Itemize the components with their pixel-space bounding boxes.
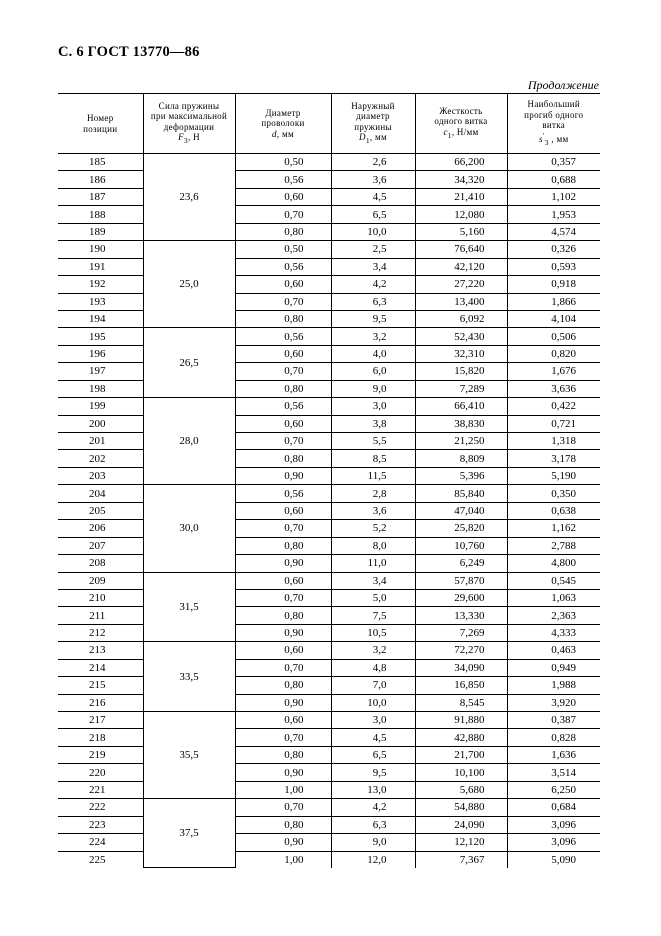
outer-diameter-cell: 3,4 — [331, 258, 415, 275]
table-row — [58, 572, 600, 589]
position-number-cell: 213 — [58, 642, 143, 659]
table-row — [58, 816, 600, 833]
outer-diameter-cell: 11,0 — [331, 555, 415, 572]
coil-deflection-cell: 0,326 — [507, 241, 600, 258]
position-number-cell: 204 — [58, 485, 143, 502]
table-row — [58, 467, 600, 484]
coil-stiffness-cell: 10,760 — [415, 537, 507, 554]
coil-deflection-cell: 4,104 — [507, 310, 600, 327]
outer-diameter-cell: 6,0 — [331, 363, 415, 380]
coil-deflection-cell: 0,422 — [507, 398, 600, 415]
wire-diameter-cell: 0,90 — [235, 555, 331, 572]
wire-diameter-cell: 0,80 — [235, 537, 331, 554]
coil-stiffness-cell: 76,640 — [415, 241, 507, 258]
table-row — [58, 363, 600, 380]
coil-stiffness-cell: 54,880 — [415, 799, 507, 816]
coil-stiffness-cell: 21,410 — [415, 188, 507, 205]
coil-stiffness-cell: 8,809 — [415, 450, 507, 467]
position-number-cell: 214 — [58, 659, 143, 676]
table-row — [58, 206, 600, 223]
header-outer-diameter: Наружный диаметр пружины $D_1$, мм — [331, 94, 415, 154]
spring-parameters-table — [58, 93, 600, 868]
outer-diameter-cell: 6,5 — [331, 746, 415, 763]
outer-diameter-cell: 10,0 — [331, 694, 415, 711]
coil-stiffness-cell: 29,600 — [415, 589, 507, 606]
position-number-cell: 197 — [58, 363, 143, 380]
spring-force-cell: 30,0 — [143, 485, 235, 572]
outer-diameter-cell: 9,0 — [331, 380, 415, 397]
table-row — [58, 276, 600, 293]
coil-stiffness-cell: 21,250 — [415, 433, 507, 450]
table-row — [58, 729, 600, 746]
coil-stiffness-cell: 16,850 — [415, 677, 507, 694]
position-number-cell: 198 — [58, 380, 143, 397]
coil-stiffness-cell: 32,310 — [415, 345, 507, 362]
wire-diameter-cell: 0,60 — [235, 572, 331, 589]
coil-deflection-cell: 1,636 — [507, 746, 600, 763]
spring-force-cell: 31,5 — [143, 572, 235, 642]
wire-diameter-cell: 0,56 — [235, 398, 331, 415]
outer-diameter-cell: 8,5 — [331, 450, 415, 467]
wire-diameter-cell: 0,70 — [235, 206, 331, 223]
outer-diameter-cell: 7,5 — [331, 607, 415, 624]
outer-diameter-cell: 9,5 — [331, 310, 415, 327]
coil-deflection-cell: 3,920 — [507, 694, 600, 711]
header-coil-stiffness: Жесткость одного витка $c_1$, Н/мм — [415, 94, 507, 154]
table-row — [58, 555, 600, 572]
position-number-cell: 199 — [58, 398, 143, 415]
coil-stiffness-cell: 5,160 — [415, 223, 507, 240]
coil-deflection-cell: 1,063 — [507, 589, 600, 606]
wire-diameter-cell: 0,60 — [235, 188, 331, 205]
coil-deflection-cell: 1,988 — [507, 677, 600, 694]
position-number-cell: 211 — [58, 607, 143, 624]
wire-diameter-cell: 0,90 — [235, 467, 331, 484]
coil-stiffness-cell: 12,120 — [415, 834, 507, 851]
outer-diameter-cell: 2,6 — [331, 154, 415, 171]
coil-stiffness-cell: 6,092 — [415, 310, 507, 327]
wire-diameter-cell: 0,70 — [235, 363, 331, 380]
coil-deflection-cell: 0,593 — [507, 258, 600, 275]
position-number-cell: 207 — [58, 537, 143, 554]
coil-deflection-cell: 6,250 — [507, 781, 600, 798]
table-row — [58, 223, 600, 240]
coil-stiffness-cell: 10,100 — [415, 764, 507, 781]
position-number-cell: 186 — [58, 171, 143, 188]
coil-stiffness-cell: 66,410 — [415, 398, 507, 415]
spring-force-cell: 35,5 — [143, 712, 235, 799]
coil-deflection-cell: 0,949 — [507, 659, 600, 676]
coil-stiffness-cell: 7,367 — [415, 851, 507, 868]
coil-deflection-cell: 0,506 — [507, 328, 600, 345]
outer-diameter-cell: 5,0 — [331, 589, 415, 606]
header-wire-diameter: Диаметр проволоки d, мм — [235, 94, 331, 154]
table-row — [58, 799, 600, 816]
position-number-cell: 222 — [58, 799, 143, 816]
wire-diameter-cell: 0,70 — [235, 659, 331, 676]
wire-diameter-cell: 0,90 — [235, 694, 331, 711]
header-spring-force: Сила пружины при максимальной деформации $F_3$, Н — [143, 94, 235, 154]
outer-diameter-cell: 3,0 — [331, 712, 415, 729]
wire-diameter-cell: 0,60 — [235, 345, 331, 362]
outer-diameter-cell: 2,8 — [331, 485, 415, 502]
wire-diameter-cell: 0,60 — [235, 712, 331, 729]
position-number-cell: 192 — [58, 276, 143, 293]
outer-diameter-cell: 5,2 — [331, 520, 415, 537]
coil-stiffness-cell: 34,090 — [415, 659, 507, 676]
table-row — [58, 485, 600, 502]
position-number-cell: 196 — [58, 345, 143, 362]
outer-diameter-cell: 9,0 — [331, 834, 415, 851]
wire-diameter-cell: 0,50 — [235, 154, 331, 171]
wire-diameter-cell: 0,56 — [235, 258, 331, 275]
wire-diameter-cell: 0,90 — [235, 834, 331, 851]
position-number-cell: 187 — [58, 188, 143, 205]
coil-deflection-cell: 0,828 — [507, 729, 600, 746]
coil-stiffness-cell: 57,870 — [415, 572, 507, 589]
coil-deflection-cell: 3,514 — [507, 764, 600, 781]
coil-deflection-cell: 0,350 — [507, 485, 600, 502]
table-row — [58, 450, 600, 467]
coil-stiffness-cell: 72,270 — [415, 642, 507, 659]
coil-deflection-cell: 0,545 — [507, 572, 600, 589]
position-number-cell: 190 — [58, 241, 143, 258]
outer-diameter-cell: 3,8 — [331, 415, 415, 432]
spring-force-cell: 23,6 — [143, 154, 235, 241]
wire-diameter-cell: 0,70 — [235, 293, 331, 310]
coil-deflection-cell: 0,820 — [507, 345, 600, 362]
coil-deflection-cell: 1,102 — [507, 188, 600, 205]
table-row — [58, 589, 600, 606]
coil-deflection-cell: 0,357 — [507, 154, 600, 171]
position-number-cell: 210 — [58, 589, 143, 606]
outer-diameter-cell: 10,5 — [331, 624, 415, 641]
coil-stiffness-cell: 24,090 — [415, 816, 507, 833]
wire-diameter-cell: 0,80 — [235, 677, 331, 694]
position-number-cell: 206 — [58, 520, 143, 537]
table-row — [58, 154, 600, 171]
coil-stiffness-cell: 52,430 — [415, 328, 507, 345]
outer-diameter-cell: 7,0 — [331, 677, 415, 694]
wire-diameter-cell: 0,70 — [235, 520, 331, 537]
coil-stiffness-cell: 5,680 — [415, 781, 507, 798]
wire-diameter-cell: 0,56 — [235, 171, 331, 188]
coil-deflection-cell: 5,090 — [507, 851, 600, 868]
table-row — [58, 607, 600, 624]
continuation-label: Продолжение — [527, 78, 599, 92]
table-row — [58, 764, 600, 781]
table-row — [58, 415, 600, 432]
coil-deflection-cell: 1,318 — [507, 433, 600, 450]
outer-diameter-cell: 6,5 — [331, 206, 415, 223]
outer-diameter-cell: 3,6 — [331, 502, 415, 519]
coil-stiffness-cell: 27,220 — [415, 276, 507, 293]
coil-deflection-cell: 0,684 — [507, 799, 600, 816]
table-row — [58, 188, 600, 205]
wire-diameter-cell: 0,90 — [235, 624, 331, 641]
outer-diameter-cell: 8,0 — [331, 537, 415, 554]
wire-diameter-cell: 0,80 — [235, 816, 331, 833]
outer-diameter-cell: 9,5 — [331, 764, 415, 781]
outer-diameter-cell: 3,0 — [331, 398, 415, 415]
wire-diameter-cell: 0,70 — [235, 729, 331, 746]
table-row — [58, 851, 600, 868]
wire-diameter-cell: 0,60 — [235, 415, 331, 432]
wire-diameter-cell: 0,70 — [235, 799, 331, 816]
position-number-cell: 218 — [58, 729, 143, 746]
coil-stiffness-cell: 85,840 — [415, 485, 507, 502]
coil-stiffness-cell: 34,320 — [415, 171, 507, 188]
table-row — [58, 171, 600, 188]
table-row — [58, 659, 600, 676]
coil-deflection-cell: 4,333 — [507, 624, 600, 641]
wire-diameter-cell: 0,60 — [235, 642, 331, 659]
spring-force-cell: 28,0 — [143, 398, 235, 485]
outer-diameter-cell: 3,6 — [331, 171, 415, 188]
outer-diameter-cell: 4,2 — [331, 276, 415, 293]
coil-stiffness-cell: 15,820 — [415, 363, 507, 380]
coil-deflection-cell: 2,788 — [507, 537, 600, 554]
position-number-cell: 194 — [58, 310, 143, 327]
wire-diameter-cell: 0,60 — [235, 502, 331, 519]
wire-diameter-cell: 1,00 — [235, 781, 331, 798]
wire-diameter-cell: 0,50 — [235, 241, 331, 258]
coil-deflection-cell: 1,953 — [507, 206, 600, 223]
position-number-cell: 201 — [58, 433, 143, 450]
outer-diameter-cell: 2,5 — [331, 241, 415, 258]
outer-diameter-cell: 13,0 — [331, 781, 415, 798]
table-row — [58, 310, 600, 327]
table-row — [58, 258, 600, 275]
coil-deflection-cell: 0,688 — [507, 171, 600, 188]
coil-deflection-cell: 4,574 — [507, 223, 600, 240]
outer-diameter-cell: 10,0 — [331, 223, 415, 240]
table-row — [58, 677, 600, 694]
spring-force-cell: 33,5 — [143, 642, 235, 712]
position-number-cell: 202 — [58, 450, 143, 467]
position-number-cell: 219 — [58, 746, 143, 763]
outer-diameter-cell: 4,8 — [331, 659, 415, 676]
outer-diameter-cell: 4,5 — [331, 729, 415, 746]
coil-deflection-cell: 2,363 — [507, 607, 600, 624]
wire-diameter-cell: 0,80 — [235, 223, 331, 240]
table-row — [58, 345, 600, 362]
outer-diameter-cell: 5,5 — [331, 433, 415, 450]
position-number-cell: 185 — [58, 154, 143, 171]
coil-deflection-cell: 3,636 — [507, 380, 600, 397]
position-number-cell: 212 — [58, 624, 143, 641]
outer-diameter-cell: 4,0 — [331, 345, 415, 362]
coil-deflection-cell: 3,096 — [507, 816, 600, 833]
table-row — [58, 328, 600, 345]
wire-diameter-cell: 0,56 — [235, 328, 331, 345]
spring-force-cell: 37,5 — [143, 799, 235, 868]
table-header-row — [58, 94, 600, 154]
outer-diameter-cell: 3,2 — [331, 642, 415, 659]
table-row — [58, 624, 600, 641]
position-number-cell: 224 — [58, 834, 143, 851]
outer-diameter-cell: 3,4 — [331, 572, 415, 589]
outer-diameter-cell: 6,3 — [331, 816, 415, 833]
wire-diameter-cell: 0,70 — [235, 433, 331, 450]
page-title: С. 6 ГОСТ 13770—86 — [58, 44, 200, 60]
position-number-cell: 225 — [58, 851, 143, 868]
position-number-cell: 195 — [58, 328, 143, 345]
table-row — [58, 241, 600, 258]
header-position-number: Номер позиции — [58, 94, 143, 154]
table-row — [58, 398, 600, 415]
coil-stiffness-cell: 8,545 — [415, 694, 507, 711]
coil-stiffness-cell: 7,289 — [415, 380, 507, 397]
wire-diameter-cell: 0,80 — [235, 746, 331, 763]
position-number-cell: 200 — [58, 415, 143, 432]
position-number-cell: 220 — [58, 764, 143, 781]
position-number-cell: 205 — [58, 502, 143, 519]
coil-deflection-cell: 0,387 — [507, 712, 600, 729]
coil-deflection-cell: 5,190 — [507, 467, 600, 484]
table-row — [58, 537, 600, 554]
coil-stiffness-cell: 47,040 — [415, 502, 507, 519]
table-row — [58, 293, 600, 310]
table-row — [58, 712, 600, 729]
wire-diameter-cell: 0,80 — [235, 607, 331, 624]
table-row — [58, 642, 600, 659]
wire-diameter-cell: 0,80 — [235, 310, 331, 327]
coil-stiffness-cell: 21,700 — [415, 746, 507, 763]
position-number-cell: 215 — [58, 677, 143, 694]
wire-diameter-cell: 0,80 — [235, 380, 331, 397]
table-row — [58, 781, 600, 798]
position-number-cell: 221 — [58, 781, 143, 798]
coil-stiffness-cell: 13,400 — [415, 293, 507, 310]
outer-diameter-cell: 3,2 — [331, 328, 415, 345]
position-number-cell: 193 — [58, 293, 143, 310]
position-number-cell: 203 — [58, 467, 143, 484]
coil-deflection-cell: 1,676 — [507, 363, 600, 380]
coil-stiffness-cell: 66,200 — [415, 154, 507, 171]
outer-diameter-cell: 12,0 — [331, 851, 415, 868]
position-number-cell: 208 — [58, 555, 143, 572]
coil-stiffness-cell: 25,820 — [415, 520, 507, 537]
outer-diameter-cell: 11,5 — [331, 467, 415, 484]
coil-deflection-cell: 3,178 — [507, 450, 600, 467]
table-row — [58, 694, 600, 711]
outer-diameter-cell: 4,2 — [331, 799, 415, 816]
position-number-cell: 223 — [58, 816, 143, 833]
table-row — [58, 502, 600, 519]
coil-stiffness-cell: 38,830 — [415, 415, 507, 432]
wire-diameter-cell: 0,60 — [235, 276, 331, 293]
header-max-coil-deflection: Наибольший прогиб одного витка $s'_3$ , мм — [507, 94, 600, 154]
coil-deflection-cell: 0,721 — [507, 415, 600, 432]
table-row — [58, 380, 600, 397]
position-number-cell: 216 — [58, 694, 143, 711]
outer-diameter-cell: 4,5 — [331, 188, 415, 205]
coil-deflection-cell: 4,800 — [507, 555, 600, 572]
outer-diameter-cell: 6,3 — [331, 293, 415, 310]
position-number-cell: 209 — [58, 572, 143, 589]
position-number-cell: 188 — [58, 206, 143, 223]
table-row — [58, 746, 600, 763]
coil-stiffness-cell: 91,880 — [415, 712, 507, 729]
table-row — [58, 520, 600, 537]
coil-stiffness-cell: 5,396 — [415, 467, 507, 484]
wire-diameter-cell: 0,90 — [235, 764, 331, 781]
spring-force-cell: 26,5 — [143, 328, 235, 398]
position-number-cell: 189 — [58, 223, 143, 240]
coil-deflection-cell: 1,866 — [507, 293, 600, 310]
coil-stiffness-cell: 42,880 — [415, 729, 507, 746]
spring-force-cell: 25,0 — [143, 241, 235, 328]
coil-stiffness-cell: 7,269 — [415, 624, 507, 641]
wire-diameter-cell: 1,00 — [235, 851, 331, 868]
coil-stiffness-cell: 12,080 — [415, 206, 507, 223]
coil-stiffness-cell: 13,330 — [415, 607, 507, 624]
wire-diameter-cell: 0,80 — [235, 450, 331, 467]
wire-diameter-cell: 0,70 — [235, 589, 331, 606]
table-row — [58, 433, 600, 450]
coil-deflection-cell: 0,918 — [507, 276, 600, 293]
position-number-cell: 217 — [58, 712, 143, 729]
coil-stiffness-cell: 6,249 — [415, 555, 507, 572]
table-row — [58, 834, 600, 851]
coil-deflection-cell: 0,638 — [507, 502, 600, 519]
coil-stiffness-cell: 42,120 — [415, 258, 507, 275]
coil-deflection-cell: 1,162 — [507, 520, 600, 537]
wire-diameter-cell: 0,56 — [235, 485, 331, 502]
coil-deflection-cell: 0,463 — [507, 642, 600, 659]
coil-deflection-cell: 3,096 — [507, 834, 600, 851]
position-number-cell: 191 — [58, 258, 143, 275]
